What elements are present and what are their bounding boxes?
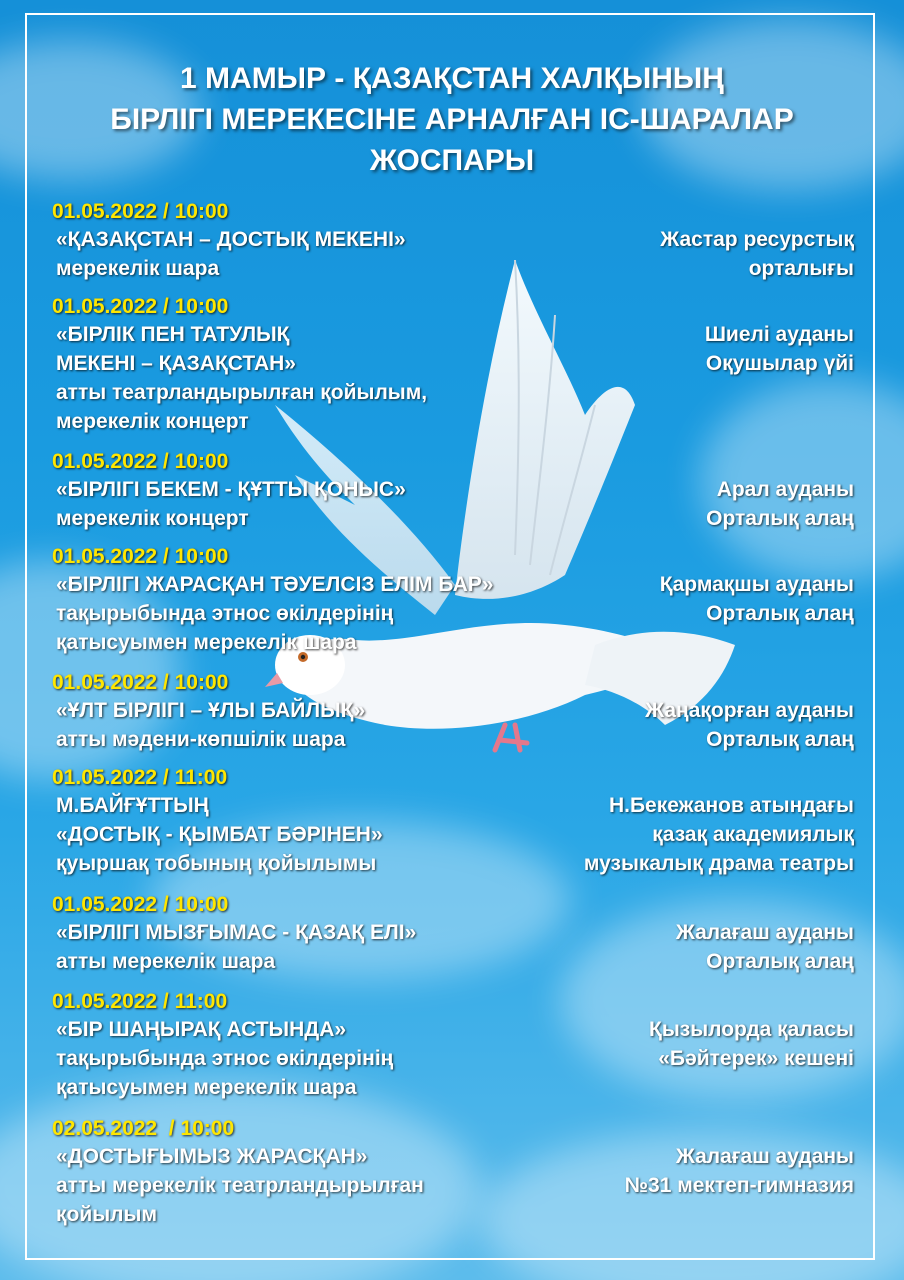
event-venue <box>660 225 854 283</box>
event-desc-line: атты мерекелік шара <box>56 950 276 973</box>
event-desc-line: атты театрландырылған қойылым, <box>56 381 428 404</box>
event-venue <box>584 791 854 878</box>
event-datetime: 01.05.2022 / 10:00 <box>52 545 229 568</box>
event-desc-line: атты мәдени-көпшілік шара <box>56 728 346 751</box>
event-venue-line: орталығы <box>748 257 854 280</box>
event-datetime: 01.05.2022 / 11:00 <box>52 766 228 789</box>
event-venue-line: қазақ академиялық <box>652 823 854 846</box>
event-item <box>52 989 860 1102</box>
event-item <box>52 449 860 533</box>
event-item <box>52 765 860 878</box>
event-datetime: 01.05.2022 / 10:00 <box>52 893 229 916</box>
event-venue <box>649 1015 854 1073</box>
event-venue <box>705 320 854 378</box>
event-desc-line: тақырыбында этнос өкілдерінің <box>56 1047 394 1070</box>
event-venue-line: Жаңақорған ауданы <box>645 699 854 722</box>
event-venue-line: Қармақшы ауданы <box>659 573 854 596</box>
event-desc-line: «БІР ШАҢЫРАҚ АСТЫНДА» <box>56 1018 347 1041</box>
event-desc-line: қатысуымен мерекелік шара <box>56 631 357 654</box>
title-line: ЖОСПАРЫ <box>369 144 535 177</box>
event-venue-line: Жалағаш ауданы <box>675 1145 854 1168</box>
event-desc-line: «БІРЛІГІ БЕКЕМ - ҚҰТТЫ ҚОНЫС» <box>56 478 406 501</box>
event-datetime: 01.05.2022 / 10:00 <box>52 671 229 694</box>
event-item <box>52 670 860 754</box>
event-venue-line: «Бәйтерек» кешені <box>658 1047 854 1070</box>
title-line: БІРЛІГІ МЕРЕКЕСІНЕ АРНАЛҒАН ІС-ШАРАЛАР <box>110 103 794 136</box>
event-desc-line: қойылым <box>56 1203 157 1226</box>
event-datetime: 01.05.2022 / 10:00 <box>52 295 229 318</box>
event-desc-line: «ДОСТЫҒЫМЫЗ ЖАРАСҚАН» <box>56 1145 368 1168</box>
event-venue <box>645 696 854 754</box>
event-venue-line: Орталық алаң <box>706 602 854 625</box>
event-desc-line: М.БАЙҒҰТТЫҢ <box>56 794 209 817</box>
event-item <box>52 892 860 976</box>
event-datetime: 01.05.2022 / 10:00 <box>52 450 229 473</box>
event-venue-line: Орталық алаң <box>706 950 854 973</box>
event-venue-line: Орталық алаң <box>706 507 854 530</box>
event-venue-line: Орталық алаң <box>706 728 854 751</box>
event-venue <box>625 1142 854 1200</box>
event-venue-line: Оқушылар үйі <box>705 352 854 375</box>
event-desc-line: МЕКЕНІ – ҚАЗАҚСТАН» <box>56 352 296 375</box>
event-venue <box>676 918 854 976</box>
event-desc-line: қатысуымен мерекелік шара <box>56 1076 357 1099</box>
event-datetime: 02.05.2022 / 10:00 <box>52 1117 235 1140</box>
event-venue-line: №31 мектеп-гимназия <box>624 1174 854 1197</box>
event-desc-line: тақырыбында этнос өкілдерінің <box>56 602 394 625</box>
event-datetime: 01.05.2022 / 10:00 <box>52 200 229 223</box>
event-venue-line: музыкалық драма театры <box>583 852 854 875</box>
event-item <box>52 1116 860 1229</box>
event-venue <box>706 475 854 533</box>
event-item <box>52 544 860 657</box>
event-venue-line: Н.Бекежанов атындағы <box>608 794 854 817</box>
event-venue <box>660 570 854 628</box>
event-desc-line: «ДОСТЫҚ - ҚЫМБАТ БӘРІНЕН» <box>56 823 383 846</box>
event-venue-line: Жастар ресурстық <box>660 228 854 251</box>
event-desc-line: «ҰЛТ БІРЛІГІ – ҰЛЫ БАЙЛЫҚ» <box>56 699 366 722</box>
event-desc-line: «БІРЛІК ПЕН ТАТУЛЫҚ <box>56 323 290 346</box>
event-desc-line: «БІРЛІГІ МЫЗҒЫМАС - ҚАЗАҚ ЕЛІ» <box>56 921 417 944</box>
event-venue-line: Шиелі ауданы <box>704 323 854 346</box>
title-line: 1 МАМЫР - ҚАЗАҚСТАН ХАЛҚЫНЫҢ <box>180 62 724 95</box>
event-desc-line: қуыршақ тобының қойылымы <box>56 852 377 875</box>
event-desc-line: «ҚАЗАҚСТАН – ДОСТЫҚ МЕКЕНІ» <box>56 228 406 251</box>
event-venue-line: Арал ауданы <box>716 478 854 501</box>
event-desc-line: мерекелік концерт <box>56 507 249 530</box>
event-desc-line: мерекелік концерт <box>56 410 249 433</box>
event-item <box>52 199 860 283</box>
event-datetime: 01.05.2022 / 11:00 <box>52 990 228 1013</box>
event-desc-line: атты мерекелік театрландырылған <box>56 1174 424 1197</box>
page-title <box>30 58 874 181</box>
event-desc-line: «БІРЛІГІ ЖАРАСҚАН ТӘУЕЛСІЗ ЕЛІМ БАР» <box>56 573 494 596</box>
event-desc-line: мерекелік шара <box>56 257 220 280</box>
event-venue-line: Жалағаш ауданы <box>675 921 854 944</box>
event-venue-line: Қызылорда қаласы <box>649 1018 854 1041</box>
event-item <box>52 294 860 436</box>
